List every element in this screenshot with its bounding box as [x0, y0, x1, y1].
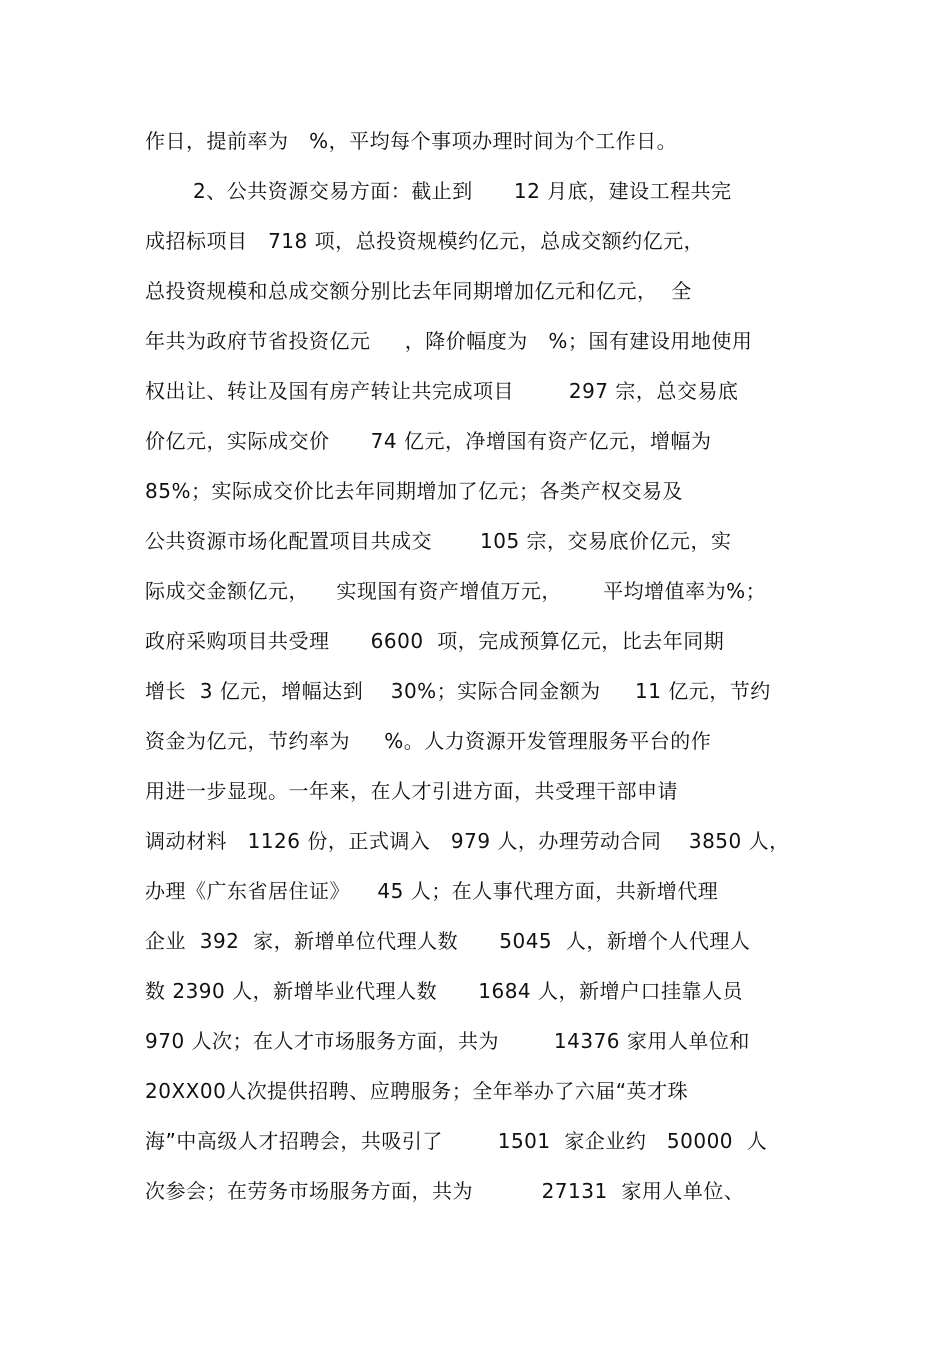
text-line: 970 人次；在人才市场服务方面，共为 14376 家用人单位和	[145, 1029, 750, 1053]
text-line: 海”中高级人才招聘会，共吸引了 1501 家企业约 50000 人	[145, 1129, 768, 1153]
text-line: 办理《广东省居住证》 45 人；在人事代理方面，共新增代理	[145, 879, 719, 903]
text-line: 85%；实际成交价比去年同期增加了亿元；各类产权交易及	[145, 479, 683, 503]
text-line: 增长 3 亿元，增幅达到 30%；实际合同金额为 11 亿元，节约	[145, 679, 771, 703]
text-line: 价亿元，实际成交价 74 亿元，净增国有资产亿元，增幅为	[145, 429, 712, 453]
text-line: 际成交金额亿元， 实现国有资产增值万元， 平均增值率为%；	[145, 579, 767, 603]
text-line: 数 2390 人，新增毕业代理人数 1684 人，新增户口挂靠人员	[145, 979, 744, 1003]
text-line: 20XX00人次提供招聘、应聘服务；全年举办了六届“英才珠	[145, 1079, 689, 1103]
text-line: 成招标项目 718 项，总投资规模约亿元，总成交额约亿元，	[145, 229, 705, 253]
text-line: 用进一步显现。一年来，在人才引进方面，共受理干部申请	[145, 779, 678, 803]
text-line: 作日，提前率为 %，平均每个事项办理时间为个工作日。	[145, 129, 678, 153]
text-line: 公共资源市场化配置项目共成交 105 宗，交易底价亿元，实	[145, 529, 732, 553]
text-line: 企业 392 家，新增单位代理人数 5045 人，新增个人代理人	[145, 929, 751, 953]
text-line: 资金为亿元，节约率为 %。人力资源开发管理服务平台的作	[145, 729, 712, 753]
text-line: 政府采购项目共受理 6600 项，完成预算亿元，比去年同期	[145, 629, 725, 653]
text-line: 年共为政府节省投资亿元 ，降价幅度为 %；国有建设用地使用	[145, 329, 753, 353]
text-line: 调动材料 1126 份，正式调入 979 人，办理劳动合同 3850 人，	[145, 829, 790, 853]
text-line: 次参会；在劳务市场服务方面，共为 27131 家用人单位、	[145, 1179, 745, 1203]
text-line: 2、公共资源交易方面：截止到 12 月底，建设工程共完	[193, 179, 732, 203]
text-line: 权出让、转让及国有房产转让共完成项目 297 宗，总交易底	[145, 379, 739, 403]
text-line: 总投资规模和总成交额分别比去年同期增加亿元和亿元， 全	[145, 279, 692, 303]
